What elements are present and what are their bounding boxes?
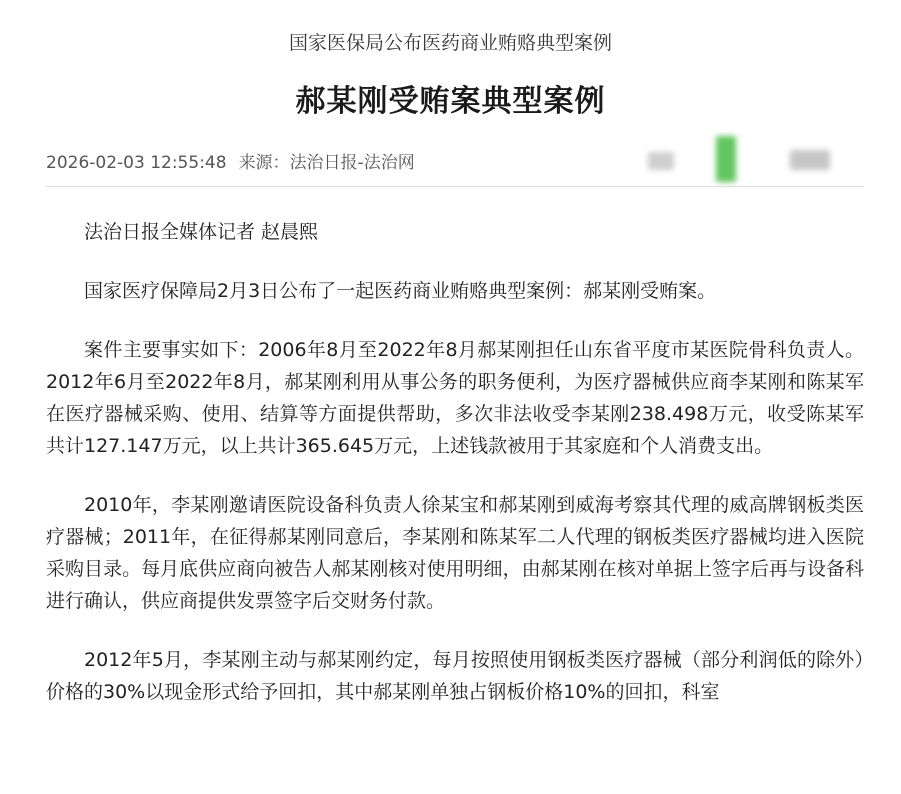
article-body xyxy=(46,216,864,735)
blurred-wechat-icon[interactable] xyxy=(716,136,736,182)
article-supertitle: 国家医保局公布医药商业贿赂典型案例 xyxy=(288,32,612,54)
byline-paragraph: 法治日报全媒体记者 赵晨熙 xyxy=(84,221,319,243)
header-divider xyxy=(46,186,864,187)
source-link[interactable]: 法治日报-法治网 xyxy=(289,153,415,173)
share-bar-blurred[interactable] xyxy=(640,130,860,186)
publish-date: 2026-02-03 12:55:48 xyxy=(46,153,227,173)
source-label: 来源： xyxy=(238,153,290,173)
body-paragraph: 国家医疗保障局2月3日公布了一起医药商业贿赂典型案例：郝某刚受贿案。 xyxy=(84,280,717,302)
article-title: 郝某刚受贿案典型案例 xyxy=(295,84,606,119)
article-meta xyxy=(46,148,415,173)
body-paragraph: 2010年，李某刚邀请医院设备科负责人徐某宝和郝某刚到威海考察其代理的威高牌钢板类医疗器械；2011年，在征得郝某刚同意后，李某刚和陈某军二人代理的钢板类医疗器械均进入医院采购目录。每月底供应商向被告人郝某刚核对使用明细，由郝某刚在核对单据上签字后再与设备科进行确认，供应商提供发票签字后交财务付款。 xyxy=(46,494,864,612)
blurred-share-icon[interactable] xyxy=(648,152,674,170)
body-paragraph: 2012年5月，李某刚主动与郝某刚约定，每月按照使用钢板类医疗器械（部分利润低的除外）价格的30%以现金形式给予回扣，其中郝某刚单独占钢板价格10%的回扣，科室 xyxy=(46,649,864,703)
body-paragraph: 案件主要事实如下：2006年8月至2022年8月郝某刚担任山东省平度市某医院骨科负责人。2012年6月至2022年8月，郝某刚利用从事公务的职务便利，为医疗器械供应商李某刚和陈某军在医疗器械采购、使用、结算等方面提供帮助，多次非法收受李某刚238.498万元，收受陈某军共计127.147万元，以上共计365.645万元，上述钱款被用于其家庭和个人消费支出。 xyxy=(46,339,864,457)
blurred-weibo-icon[interactable] xyxy=(790,150,830,170)
